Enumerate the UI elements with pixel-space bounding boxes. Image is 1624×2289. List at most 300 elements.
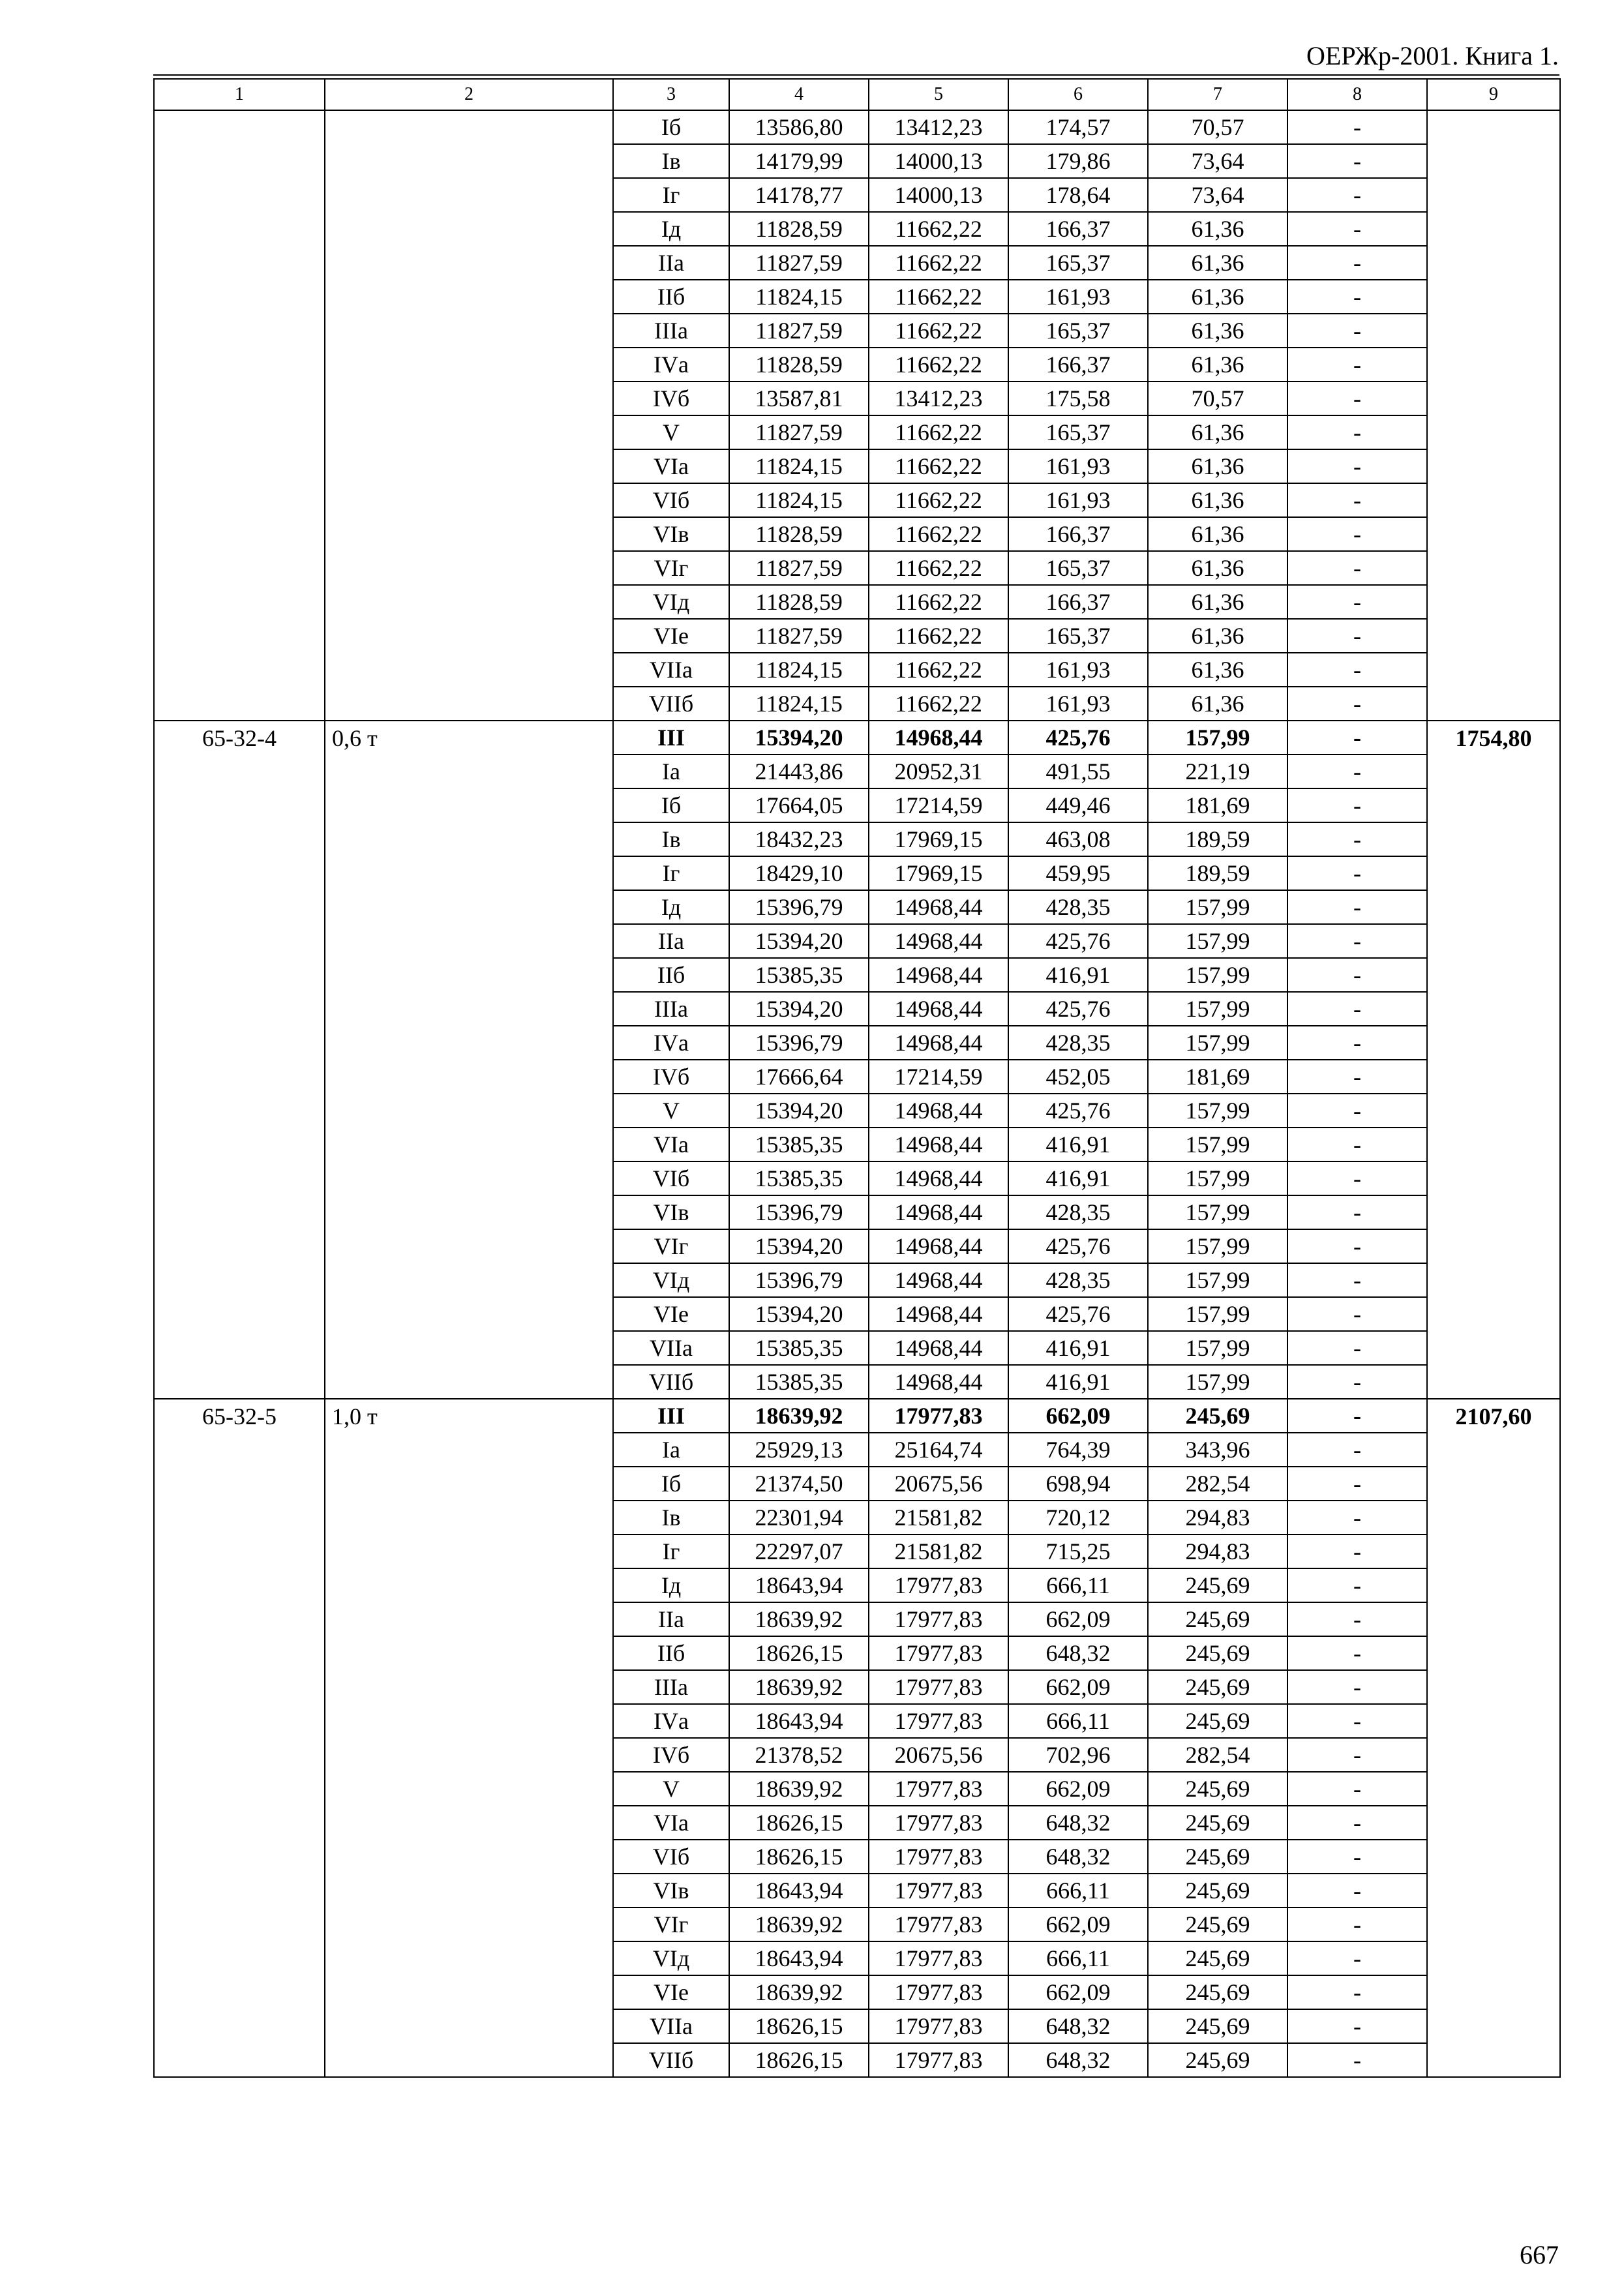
operator-wage-cell: 245,69 <box>1148 2009 1287 2043</box>
materials-cell: - <box>1287 856 1427 890</box>
zone-cell: IIIа <box>613 992 729 1026</box>
labor-cost-cell: 14968,44 <box>869 1195 1008 1229</box>
materials-cell: - <box>1287 314 1427 348</box>
labor-cost-cell: 14968,44 <box>869 1263 1008 1297</box>
zone-cell: IIа <box>613 246 729 280</box>
operator-wage-cell: 61,36 <box>1148 653 1287 687</box>
labor-cost-cell: 17977,83 <box>869 1941 1008 1975</box>
column-header: 7 <box>1148 79 1287 110</box>
labor-cost-cell: 21581,82 <box>869 1534 1008 1568</box>
materials-cell: - <box>1287 1263 1427 1297</box>
zone-cell: VIд <box>613 1263 729 1297</box>
operator-wage-cell: 245,69 <box>1148 1636 1287 1670</box>
total-cost-cell: 11824,15 <box>729 687 869 721</box>
materials-cell: - <box>1287 1433 1427 1467</box>
zone-cell: VIIб <box>613 1365 729 1399</box>
total-cost-cell: 18639,92 <box>729 1399 869 1433</box>
machine-cost-cell: 161,93 <box>1008 483 1148 517</box>
materials-cell: - <box>1287 1602 1427 1636</box>
machine-cost-cell: 174,57 <box>1008 110 1148 144</box>
operator-wage-cell: 61,36 <box>1148 585 1287 619</box>
total-cost-cell: 11824,15 <box>729 653 869 687</box>
page-number: 667 <box>1520 2240 1559 2269</box>
materials-cell: - <box>1287 1874 1427 1908</box>
materials-cell: - <box>1287 788 1427 822</box>
operator-wage-cell: 61,36 <box>1148 415 1287 449</box>
machine-cost-cell: 425,76 <box>1008 1297 1148 1331</box>
zone-cell: Iб <box>613 788 729 822</box>
total-cost-cell: 11824,15 <box>729 280 869 314</box>
labor-cost-cell: 11662,22 <box>869 449 1008 483</box>
materials-cell: - <box>1287 382 1427 415</box>
zone-cell: Iг <box>613 1534 729 1568</box>
materials-cell: - <box>1287 1941 1427 1975</box>
materials-cell: - <box>1287 1128 1427 1161</box>
total-cost-cell: 13587,81 <box>729 382 869 415</box>
zone-cell: IIа <box>613 924 729 958</box>
materials-cell: - <box>1287 1501 1427 1534</box>
operator-wage-cell: 245,69 <box>1148 1840 1287 1874</box>
labor-cost-cell: 14968,44 <box>869 1026 1008 1060</box>
zone-cell: Iв <box>613 144 729 178</box>
labor-cost-cell: 14968,44 <box>869 992 1008 1026</box>
machine-cost-cell: 662,09 <box>1008 1772 1148 1806</box>
total-cost-cell: 18639,92 <box>729 1602 869 1636</box>
materials-cell: - <box>1287 1195 1427 1229</box>
labor-cost-cell: 17977,83 <box>869 1602 1008 1636</box>
total-cost-cell: 15385,35 <box>729 958 869 992</box>
operator-wage-cell: 61,36 <box>1148 483 1287 517</box>
machine-cost-cell: 175,58 <box>1008 382 1148 415</box>
materials-cell: - <box>1287 585 1427 619</box>
zone-cell: IVб <box>613 1060 729 1094</box>
total-cost-cell: 21378,52 <box>729 1738 869 1772</box>
operator-wage-cell: 61,36 <box>1148 687 1287 721</box>
total-cost-cell: 18626,15 <box>729 2043 869 2077</box>
materials-cell: - <box>1287 1738 1427 1772</box>
machine-cost-cell: 702,96 <box>1008 1738 1148 1772</box>
materials-cell: - <box>1287 1161 1427 1195</box>
materials-cell: - <box>1287 1772 1427 1806</box>
machine-cost-cell: 428,35 <box>1008 1026 1148 1060</box>
machine-cost-cell: 165,37 <box>1008 415 1148 449</box>
zone-cell: VIIб <box>613 2043 729 2077</box>
materials-cell: - <box>1287 2043 1427 2077</box>
machine-cost-cell: 491,55 <box>1008 755 1148 788</box>
zone-cell: IVа <box>613 348 729 382</box>
materials-cell: - <box>1287 1094 1427 1128</box>
price-table <box>153 78 1561 2078</box>
labor-cost-cell: 11662,22 <box>869 415 1008 449</box>
labor-cost-cell: 20675,56 <box>869 1467 1008 1501</box>
total-cost-cell: 18429,10 <box>729 856 869 890</box>
operator-wage-cell: 157,99 <box>1148 1094 1287 1128</box>
labor-cost-cell: 11662,22 <box>869 212 1008 246</box>
zone-cell: III <box>613 1399 729 1433</box>
zone-cell: VIд <box>613 585 729 619</box>
labor-cost-cell: 17977,83 <box>869 1704 1008 1738</box>
machine-cost-cell: 165,37 <box>1008 619 1148 653</box>
materials-cell: - <box>1287 1568 1427 1602</box>
machine-cost-cell: 416,91 <box>1008 1128 1148 1161</box>
labor-cost-cell: 13412,23 <box>869 110 1008 144</box>
machine-cost-cell: 165,37 <box>1008 551 1148 585</box>
total-cost-cell: 18643,94 <box>729 1874 869 1908</box>
labor-cost-cell: 17214,59 <box>869 788 1008 822</box>
total-cost-cell: 18639,92 <box>729 1908 869 1941</box>
item-name-cell: 1,0 т <box>325 1399 613 2077</box>
total-cost-cell: 18626,15 <box>729 1806 869 1840</box>
operator-wage-cell: 157,99 <box>1148 958 1287 992</box>
machine-cost-cell: 179,86 <box>1008 144 1148 178</box>
machine-cost-cell: 698,94 <box>1008 1467 1148 1501</box>
operator-wage-cell: 157,99 <box>1148 1297 1287 1331</box>
operator-wage-cell: 61,36 <box>1148 314 1287 348</box>
operator-wage-cell: 157,99 <box>1148 1026 1287 1060</box>
table-row <box>154 721 1560 755</box>
operator-wage-cell: 73,64 <box>1148 178 1287 212</box>
zone-cell: Iд <box>613 1568 729 1602</box>
total-cost-cell: 15385,35 <box>729 1161 869 1195</box>
machine-cost-cell: 178,64 <box>1008 178 1148 212</box>
column-header: 9 <box>1427 79 1560 110</box>
zone-cell: V <box>613 415 729 449</box>
machine-cost-cell: 648,32 <box>1008 1806 1148 1840</box>
total-cost-cell: 15394,20 <box>729 1229 869 1263</box>
labor-cost-cell: 17977,83 <box>869 1568 1008 1602</box>
zone-cell: VIIа <box>613 1331 729 1365</box>
item-name-cell <box>325 110 613 721</box>
machine-cost-cell: 666,11 <box>1008 1941 1148 1975</box>
materials-cell: - <box>1287 551 1427 585</box>
zone-cell: VIб <box>613 1161 729 1195</box>
labor-cost-cell: 14968,44 <box>869 1161 1008 1195</box>
labor-cost-cell: 11662,22 <box>869 687 1008 721</box>
total-cost-cell: 15396,79 <box>729 890 869 924</box>
operator-wage-cell: 157,99 <box>1148 992 1287 1026</box>
running-header: ОЕРЖр-2001. Книга 1. <box>1306 41 1559 70</box>
machine-cost-cell: 428,35 <box>1008 890 1148 924</box>
operator-wage-cell: 294,83 <box>1148 1501 1287 1534</box>
total-cost-cell: 11828,59 <box>729 212 869 246</box>
materials-cell: - <box>1287 110 1427 144</box>
total-cost-cell: 15385,35 <box>729 1128 869 1161</box>
operator-wage-cell: 157,99 <box>1148 721 1287 755</box>
operator-wage-cell: 70,57 <box>1148 110 1287 144</box>
operator-wage-cell: 157,99 <box>1148 1195 1287 1229</box>
zone-cell: IVа <box>613 1026 729 1060</box>
total-cost-cell: 15394,20 <box>729 721 869 755</box>
labor-cost-cell: 14968,44 <box>869 1297 1008 1331</box>
machine-cost-cell: 648,32 <box>1008 2043 1148 2077</box>
total-cost-cell: 18639,92 <box>729 1975 869 2009</box>
machine-cost-cell: 662,09 <box>1008 1670 1148 1704</box>
labor-cost-cell: 14968,44 <box>869 958 1008 992</box>
labor-cost-cell: 14968,44 <box>869 1331 1008 1365</box>
table-row <box>154 110 1560 144</box>
machine-cost-cell: 161,93 <box>1008 687 1148 721</box>
materials-cell: - <box>1287 1636 1427 1670</box>
zone-cell: VIб <box>613 483 729 517</box>
machine-cost-cell: 662,09 <box>1008 1975 1148 2009</box>
operator-wage-cell: 61,36 <box>1148 280 1287 314</box>
zone-cell: IIIа <box>613 314 729 348</box>
total-cost-cell: 11827,59 <box>729 314 869 348</box>
zone-cell: Iа <box>613 1433 729 1467</box>
zone-cell: VIIа <box>613 653 729 687</box>
materials-cell: - <box>1287 653 1427 687</box>
labor-cost-cell: 17977,83 <box>869 1670 1008 1704</box>
labor-cost-cell: 17214,59 <box>869 1060 1008 1094</box>
machine-cost-cell: 425,76 <box>1008 721 1148 755</box>
labor-cost-cell: 14000,13 <box>869 144 1008 178</box>
column-header: 6 <box>1008 79 1148 110</box>
labor-cost-cell: 11662,22 <box>869 314 1008 348</box>
group-total-cell <box>1427 110 1560 721</box>
total-cost-cell: 18626,15 <box>729 1840 869 1874</box>
zone-cell: VIг <box>613 551 729 585</box>
zone-cell: Iг <box>613 178 729 212</box>
total-cost-cell: 15385,35 <box>729 1365 869 1399</box>
zone-cell: VIа <box>613 1806 729 1840</box>
zone-cell: IIб <box>613 280 729 314</box>
labor-cost-cell: 14968,44 <box>869 1229 1008 1263</box>
zone-cell: IIIа <box>613 1670 729 1704</box>
column-header: 4 <box>729 79 869 110</box>
total-cost-cell: 15396,79 <box>729 1263 869 1297</box>
total-cost-cell: 15394,20 <box>729 1297 869 1331</box>
group-total-cell: 1754,80 <box>1427 721 1560 1399</box>
materials-cell: - <box>1287 822 1427 856</box>
operator-wage-cell: 70,57 <box>1148 382 1287 415</box>
materials-cell: - <box>1287 958 1427 992</box>
machine-cost-cell: 425,76 <box>1008 1229 1148 1263</box>
operator-wage-cell: 73,64 <box>1148 144 1287 178</box>
item-name-cell: 0,6 т <box>325 721 613 1399</box>
total-cost-cell: 18643,94 <box>729 1704 869 1738</box>
total-cost-cell: 11824,15 <box>729 483 869 517</box>
labor-cost-cell: 17977,83 <box>869 1840 1008 1874</box>
machine-cost-cell: 165,37 <box>1008 246 1148 280</box>
materials-cell: - <box>1287 144 1427 178</box>
labor-cost-cell: 14968,44 <box>869 1128 1008 1161</box>
materials-cell: - <box>1287 415 1427 449</box>
materials-cell: - <box>1287 1534 1427 1568</box>
labor-cost-cell: 11662,22 <box>869 246 1008 280</box>
labor-cost-cell: 17977,83 <box>869 2043 1008 2077</box>
total-cost-cell: 11828,59 <box>729 517 869 551</box>
total-cost-cell: 18626,15 <box>729 1636 869 1670</box>
table-row <box>154 1399 1560 1433</box>
labor-cost-cell: 14968,44 <box>869 924 1008 958</box>
materials-cell: - <box>1287 687 1427 721</box>
labor-cost-cell: 17969,15 <box>869 856 1008 890</box>
operator-wage-cell: 61,36 <box>1148 551 1287 585</box>
labor-cost-cell: 14968,44 <box>869 890 1008 924</box>
total-cost-cell: 13586,80 <box>729 110 869 144</box>
materials-cell: - <box>1287 1060 1427 1094</box>
group-total-cell: 2107,60 <box>1427 1399 1560 2077</box>
operator-wage-cell: 245,69 <box>1148 1941 1287 1975</box>
total-cost-cell: 11828,59 <box>729 348 869 382</box>
zone-cell: IVб <box>613 1738 729 1772</box>
total-cost-cell: 17666,64 <box>729 1060 869 1094</box>
materials-cell: - <box>1287 755 1427 788</box>
total-cost-cell: 21443,86 <box>729 755 869 788</box>
total-cost-cell: 15394,20 <box>729 924 869 958</box>
zone-cell: VIв <box>613 1874 729 1908</box>
column-header: 8 <box>1287 79 1427 110</box>
materials-cell: - <box>1287 924 1427 958</box>
labor-cost-cell: 17977,83 <box>869 1806 1008 1840</box>
labor-cost-cell: 17969,15 <box>869 822 1008 856</box>
machine-cost-cell: 715,25 <box>1008 1534 1148 1568</box>
operator-wage-cell: 245,69 <box>1148 1806 1287 1840</box>
labor-cost-cell: 21581,82 <box>869 1501 1008 1534</box>
operator-wage-cell: 157,99 <box>1148 1331 1287 1365</box>
machine-cost-cell: 161,93 <box>1008 653 1148 687</box>
operator-wage-cell: 245,69 <box>1148 1568 1287 1602</box>
total-cost-cell: 11824,15 <box>729 449 869 483</box>
labor-cost-cell: 11662,22 <box>869 653 1008 687</box>
machine-cost-cell: 648,32 <box>1008 2009 1148 2043</box>
materials-cell: - <box>1287 178 1427 212</box>
materials-cell: - <box>1287 721 1427 755</box>
machine-cost-cell: 428,35 <box>1008 1263 1148 1297</box>
operator-wage-cell: 181,69 <box>1148 1060 1287 1094</box>
operator-wage-cell: 157,99 <box>1148 1161 1287 1195</box>
operator-wage-cell: 245,69 <box>1148 1602 1287 1636</box>
operator-wage-cell: 245,69 <box>1148 1874 1287 1908</box>
zone-cell: IIб <box>613 958 729 992</box>
total-cost-cell: 18639,92 <box>729 1670 869 1704</box>
zone-cell: V <box>613 1094 729 1128</box>
materials-cell: - <box>1287 890 1427 924</box>
zone-cell: Iд <box>613 890 729 924</box>
labor-cost-cell: 14000,13 <box>869 178 1008 212</box>
machine-cost-cell: 463,08 <box>1008 822 1148 856</box>
total-cost-cell: 14178,77 <box>729 178 869 212</box>
zone-cell: VIв <box>613 1195 729 1229</box>
materials-cell: - <box>1287 348 1427 382</box>
machine-cost-cell: 666,11 <box>1008 1874 1148 1908</box>
labor-cost-cell: 25164,74 <box>869 1433 1008 1467</box>
labor-cost-cell: 14968,44 <box>869 1365 1008 1399</box>
machine-cost-cell: 416,91 <box>1008 1365 1148 1399</box>
operator-wage-cell: 189,59 <box>1148 856 1287 890</box>
operator-wage-cell: 245,69 <box>1148 1908 1287 1941</box>
total-cost-cell: 18643,94 <box>729 1941 869 1975</box>
table-body <box>154 79 1560 2077</box>
machine-cost-cell: 425,76 <box>1008 992 1148 1026</box>
operator-wage-cell: 157,99 <box>1148 1263 1287 1297</box>
machine-cost-cell: 416,91 <box>1008 1331 1148 1365</box>
machine-cost-cell: 720,12 <box>1008 1501 1148 1534</box>
zone-cell: VIа <box>613 1128 729 1161</box>
labor-cost-cell: 13412,23 <box>869 382 1008 415</box>
operator-wage-cell: 157,99 <box>1148 1365 1287 1399</box>
operator-wage-cell: 189,59 <box>1148 822 1287 856</box>
operator-wage-cell: 157,99 <box>1148 890 1287 924</box>
zone-cell: VIе <box>613 1975 729 2009</box>
labor-cost-cell: 11662,22 <box>869 619 1008 653</box>
zone-cell: VIг <box>613 1229 729 1263</box>
labor-cost-cell: 20675,56 <box>869 1738 1008 1772</box>
total-cost-cell: 18639,92 <box>729 1772 869 1806</box>
materials-cell: - <box>1287 1297 1427 1331</box>
machine-cost-cell: 166,37 <box>1008 517 1148 551</box>
labor-cost-cell: 17977,83 <box>869 2009 1008 2043</box>
operator-wage-cell: 61,36 <box>1148 619 1287 653</box>
zone-cell: Iг <box>613 856 729 890</box>
machine-cost-cell: 662,09 <box>1008 1602 1148 1636</box>
operator-wage-cell: 181,69 <box>1148 788 1287 822</box>
machine-cost-cell: 425,76 <box>1008 1094 1148 1128</box>
labor-cost-cell: 17977,83 <box>869 1975 1008 2009</box>
operator-wage-cell: 61,36 <box>1148 449 1287 483</box>
materials-cell: - <box>1287 2009 1427 2043</box>
operator-wage-cell: 282,54 <box>1148 1467 1287 1501</box>
labor-cost-cell: 11662,22 <box>869 585 1008 619</box>
machine-cost-cell: 459,95 <box>1008 856 1148 890</box>
total-cost-cell: 11827,59 <box>729 551 869 585</box>
materials-cell: - <box>1287 1026 1427 1060</box>
machine-cost-cell: 666,11 <box>1008 1704 1148 1738</box>
labor-cost-cell: 11662,22 <box>869 551 1008 585</box>
total-cost-cell: 15394,20 <box>729 1094 869 1128</box>
total-cost-cell: 22297,07 <box>729 1534 869 1568</box>
zone-cell: VIIб <box>613 687 729 721</box>
machine-cost-cell: 648,32 <box>1008 1840 1148 1874</box>
total-cost-cell: 11827,59 <box>729 246 869 280</box>
machine-cost-cell: 449,46 <box>1008 788 1148 822</box>
machine-cost-cell: 166,37 <box>1008 212 1148 246</box>
operator-wage-cell: 61,36 <box>1148 517 1287 551</box>
materials-cell: - <box>1287 517 1427 551</box>
materials-cell: - <box>1287 449 1427 483</box>
total-cost-cell: 11828,59 <box>729 585 869 619</box>
labor-cost-cell: 11662,22 <box>869 280 1008 314</box>
zone-cell: Iд <box>613 212 729 246</box>
operator-wage-cell: 245,69 <box>1148 1704 1287 1738</box>
zone-cell: VIв <box>613 517 729 551</box>
machine-cost-cell: 662,09 <box>1008 1399 1148 1433</box>
total-cost-cell: 17664,05 <box>729 788 869 822</box>
column-header: 5 <box>869 79 1008 110</box>
materials-cell: - <box>1287 246 1427 280</box>
labor-cost-cell: 17977,83 <box>869 1908 1008 1941</box>
machine-cost-cell: 416,91 <box>1008 958 1148 992</box>
labor-cost-cell: 14968,44 <box>869 721 1008 755</box>
zone-cell: VIIа <box>613 2009 729 2043</box>
materials-cell: - <box>1287 992 1427 1026</box>
materials-cell: - <box>1287 483 1427 517</box>
zone-cell: VIе <box>613 1297 729 1331</box>
materials-cell: - <box>1287 1908 1427 1941</box>
column-header: 3 <box>613 79 729 110</box>
total-cost-cell: 18643,94 <box>729 1568 869 1602</box>
materials-cell: - <box>1287 1840 1427 1874</box>
materials-cell: - <box>1287 1365 1427 1399</box>
machine-cost-cell: 161,93 <box>1008 280 1148 314</box>
machine-cost-cell: 161,93 <box>1008 449 1148 483</box>
labor-cost-cell: 17977,83 <box>869 1772 1008 1806</box>
total-cost-cell: 18432,23 <box>729 822 869 856</box>
labor-cost-cell: 11662,22 <box>869 483 1008 517</box>
machine-cost-cell: 425,76 <box>1008 924 1148 958</box>
operator-wage-cell: 157,99 <box>1148 1229 1287 1263</box>
operator-wage-cell: 282,54 <box>1148 1738 1287 1772</box>
